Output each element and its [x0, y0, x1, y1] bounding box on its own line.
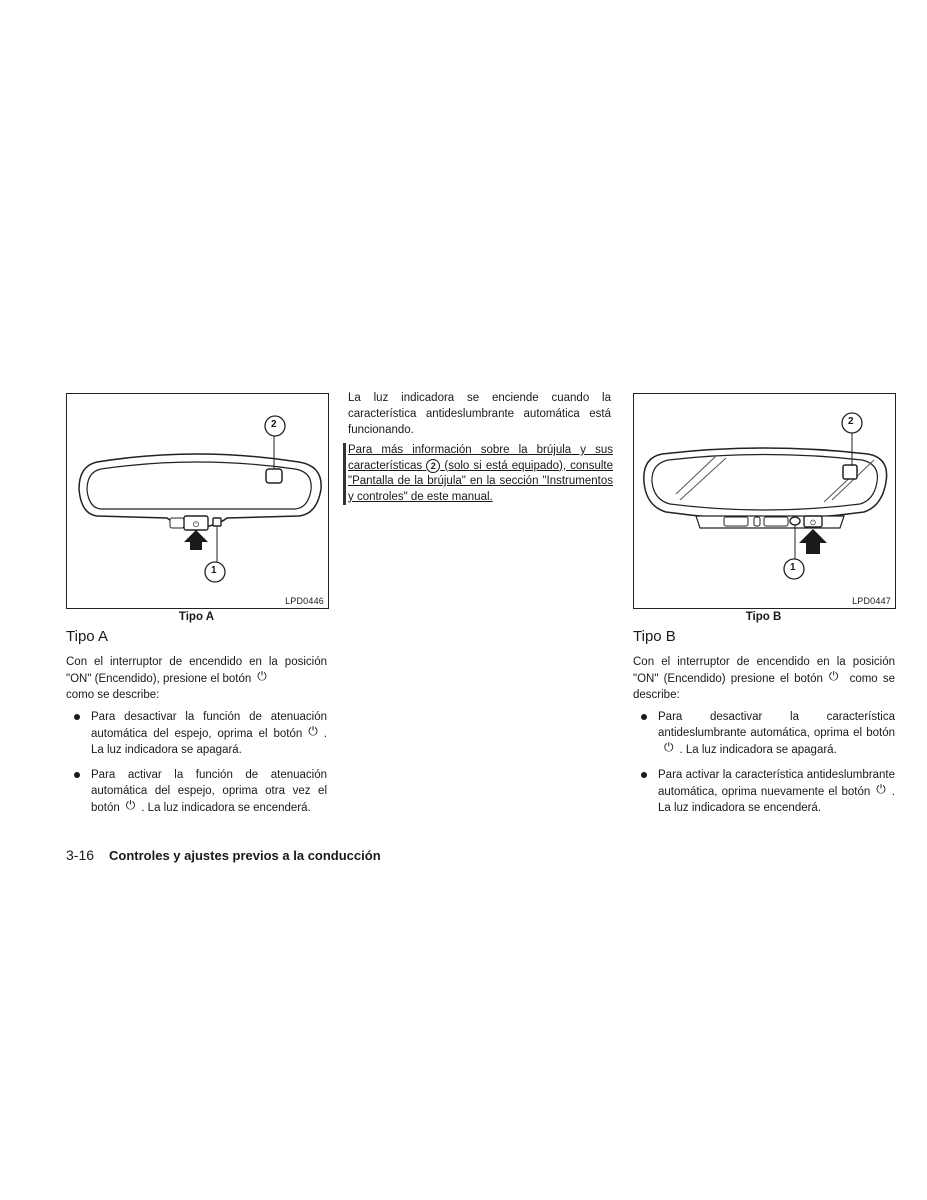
power-button-icon: ⏻: [664, 740, 674, 754]
list-item: Para desactivar la característica antideslumbrante automática, oprima el botón⏻ . La luz indicadora se apagará.: [633, 709, 895, 758]
bullet-list-tipo-a: [66, 709, 327, 825]
indicator-paragraph: La luz indicadora se enciende cuando la característica antideslumbrante automática está funcionando.: [348, 392, 611, 436]
list-item: Para activar la característica antideslumbrante automática, oprima nuevamente el botón ⏻ . La luz indicadora se encenderá.: [633, 767, 895, 816]
callout-2-inline: 2: [426, 459, 440, 473]
figure-caption-tipo-a: Tipo A: [178, 611, 215, 623]
intro-paragraph-tipo-a: Con el interruptor de encendido en la posición "ON" (Encendido), presione el botón ⏻ como se describe:: [66, 656, 327, 701]
callout-2: 2: [271, 419, 277, 430]
figure-caption-tipo-b: Tipo B: [745, 611, 782, 623]
figure-code: LPD0447: [852, 596, 891, 606]
bullet-list-tipo-b: [633, 709, 895, 825]
mirror-tipo-b-illustration: [634, 394, 895, 608]
intro-paragraph-tipo-b: Con el interruptor de encendido en la posición "ON" (Encendido) presione el botón ⏻ como se describe:: [633, 656, 896, 701]
power-button-icon: ⏻: [828, 669, 839, 683]
section-heading-tipo-a: Tipo A: [66, 628, 108, 645]
list-item: Para activar la función de atenuación automática del espejo, oprima otra vez el botón ⏻ . La luz indicadora se encenderá.: [66, 767, 327, 816]
power-button-icon: ⏻: [125, 798, 136, 812]
figure-tipo-b: [633, 393, 896, 609]
svg-text:⏻: ⏻: [192, 520, 200, 529]
callout-2: 2: [848, 416, 854, 427]
power-button-icon: ⏻: [876, 782, 886, 796]
page-number: 3-16: [66, 847, 95, 863]
footer-section-title: Controles y ajustes previos a la conducción: [109, 848, 381, 863]
svg-text:⏻: ⏻: [810, 519, 816, 527]
mirror-tipo-a-illustration: [67, 394, 328, 608]
callout-1: 1: [211, 565, 217, 576]
compass-reference-link[interactable]: Para más información sobre la brújula y sus características 2 (solo si está equipado), consulte "Pantalla de la brújula" en la sección "Instrumentos y controles" de este manual.: [343, 443, 613, 505]
figure-code: LPD0446: [285, 596, 324, 606]
power-button-icon: ⏻: [257, 669, 267, 683]
figure-tipo-a: [66, 393, 329, 609]
section-heading-tipo-b: Tipo B: [633, 628, 676, 645]
power-button-icon: ⏻: [308, 724, 318, 738]
list-item: Para desactivar la función de atenuación automática del espejo, oprima el botón ⏻ . La luz indicadora se apagará.: [66, 709, 327, 758]
callout-1: 1: [790, 562, 796, 573]
